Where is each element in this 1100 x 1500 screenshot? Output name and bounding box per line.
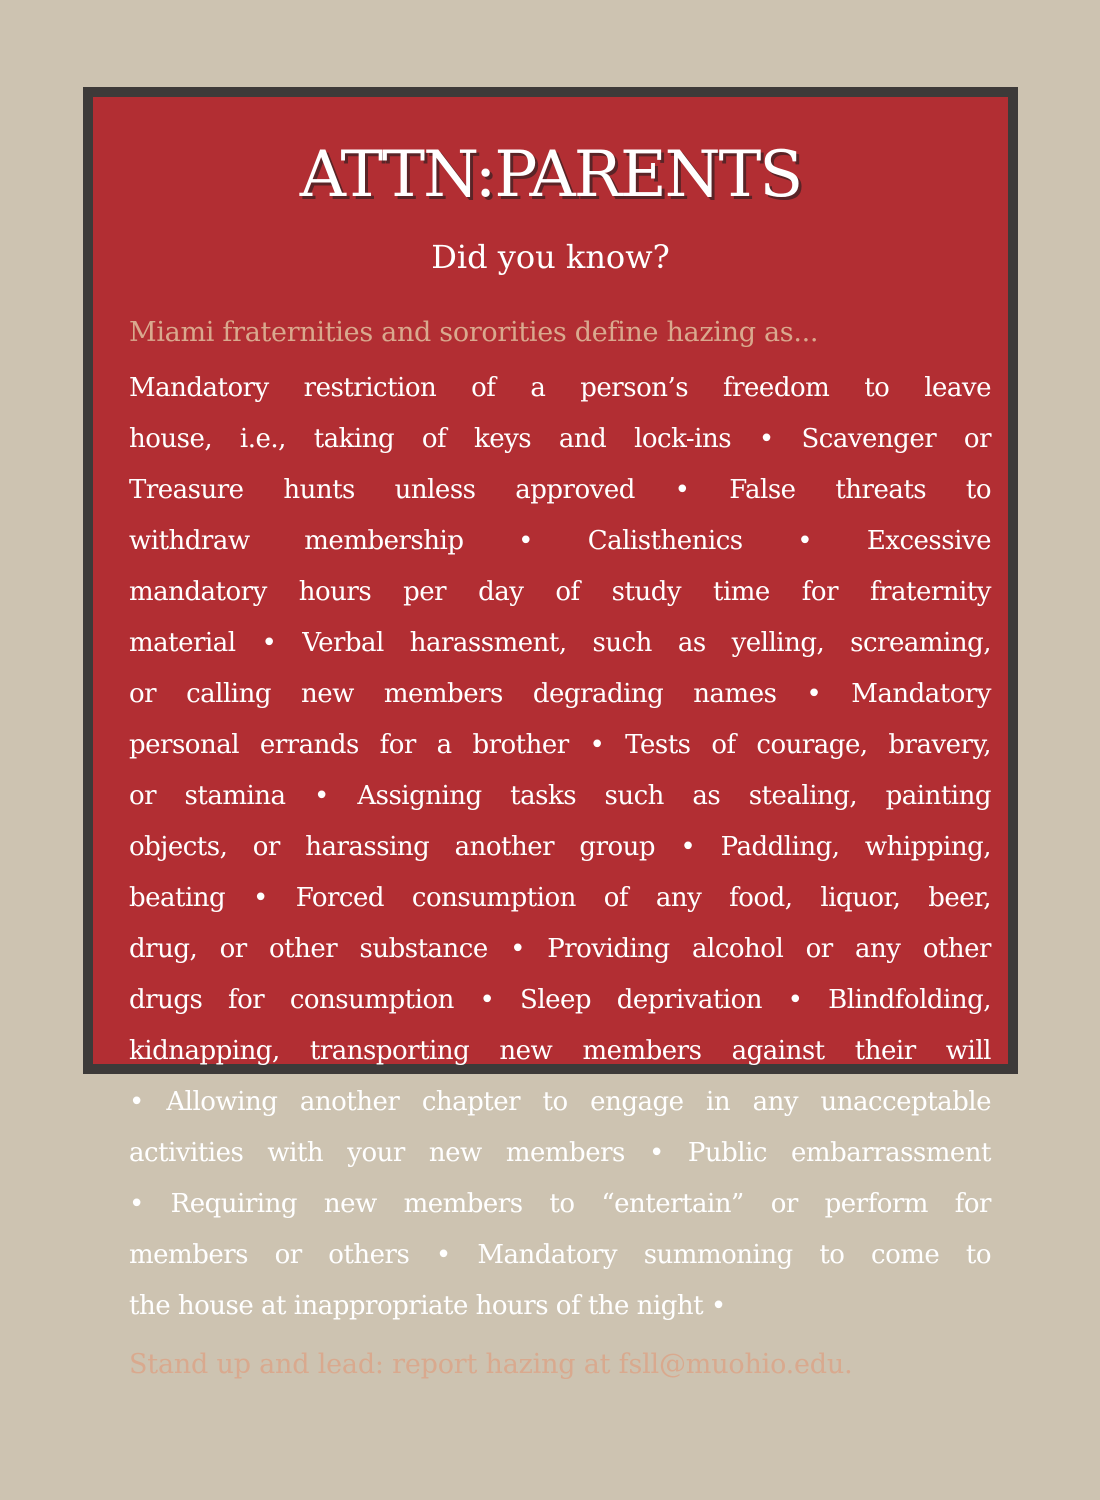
definition-line: material • Verbal harassment, such as yelling, screaming, <box>129 628 991 658</box>
definition-line: Treasure hunts unless approved • False threats to <box>129 475 991 505</box>
definition-line: drugs for consumption • Sleep deprivation • Blindfolding, <box>129 985 991 1015</box>
poster-headline: ATTN:PARENTS <box>299 138 802 212</box>
definition-line: beating • Forced consumption of any food, liquor, beer, <box>129 883 991 913</box>
definition-line: kidnapping, transporting new members against their will <box>129 1036 991 1066</box>
definition-line: • Allowing another chapter to engage in any unacceptable <box>129 1087 991 1117</box>
definition-line: withdraw membership • Calisthenics • Excessive <box>129 526 991 556</box>
definition-line: mandatory hours per day of study time for fraternity <box>129 577 991 607</box>
definition-line: personal errands for a brother • Tests of courage, bravery, <box>129 730 991 760</box>
poster-panel <box>93 97 1008 1380</box>
definition-line: Mandatory restriction of a person’s freedom to leave <box>129 373 991 403</box>
definition-line: the house at inappropriate hours of the night • <box>129 1291 726 1321</box>
definition-line: or calling new members degrading names • Mandatory <box>129 679 991 709</box>
report-hazing-footer: Stand up and lead: report hazing at fsll@muohio.edu. <box>129 1349 853 1380</box>
definition-line: drug, or other substance • Providing alcohol or any other <box>129 934 991 964</box>
definition-line: • Requiring new members to “entertain” or perform for <box>129 1189 991 1219</box>
definition-line: members or others • Mandatory summoning to come to <box>129 1240 991 1270</box>
definition-line: objects, or harassing another group • Paddling, whipping, <box>129 832 991 862</box>
definition-line: or stamina • Assigning tasks such as stealing, painting <box>129 781 991 811</box>
definition-line: house, i.e., taking of keys and lock-ins • Scavenger or <box>129 424 991 454</box>
poster-subheadline: Did you know? <box>431 238 670 276</box>
hazing-definition-intro: Miami fraternities and sororities define hazing as... <box>129 317 819 348</box>
definition-line: activities with your new members • Public embarrassment <box>129 1138 991 1168</box>
hazing-definition-text <box>129 368 991 1337</box>
poster-frame <box>83 87 1018 1380</box>
